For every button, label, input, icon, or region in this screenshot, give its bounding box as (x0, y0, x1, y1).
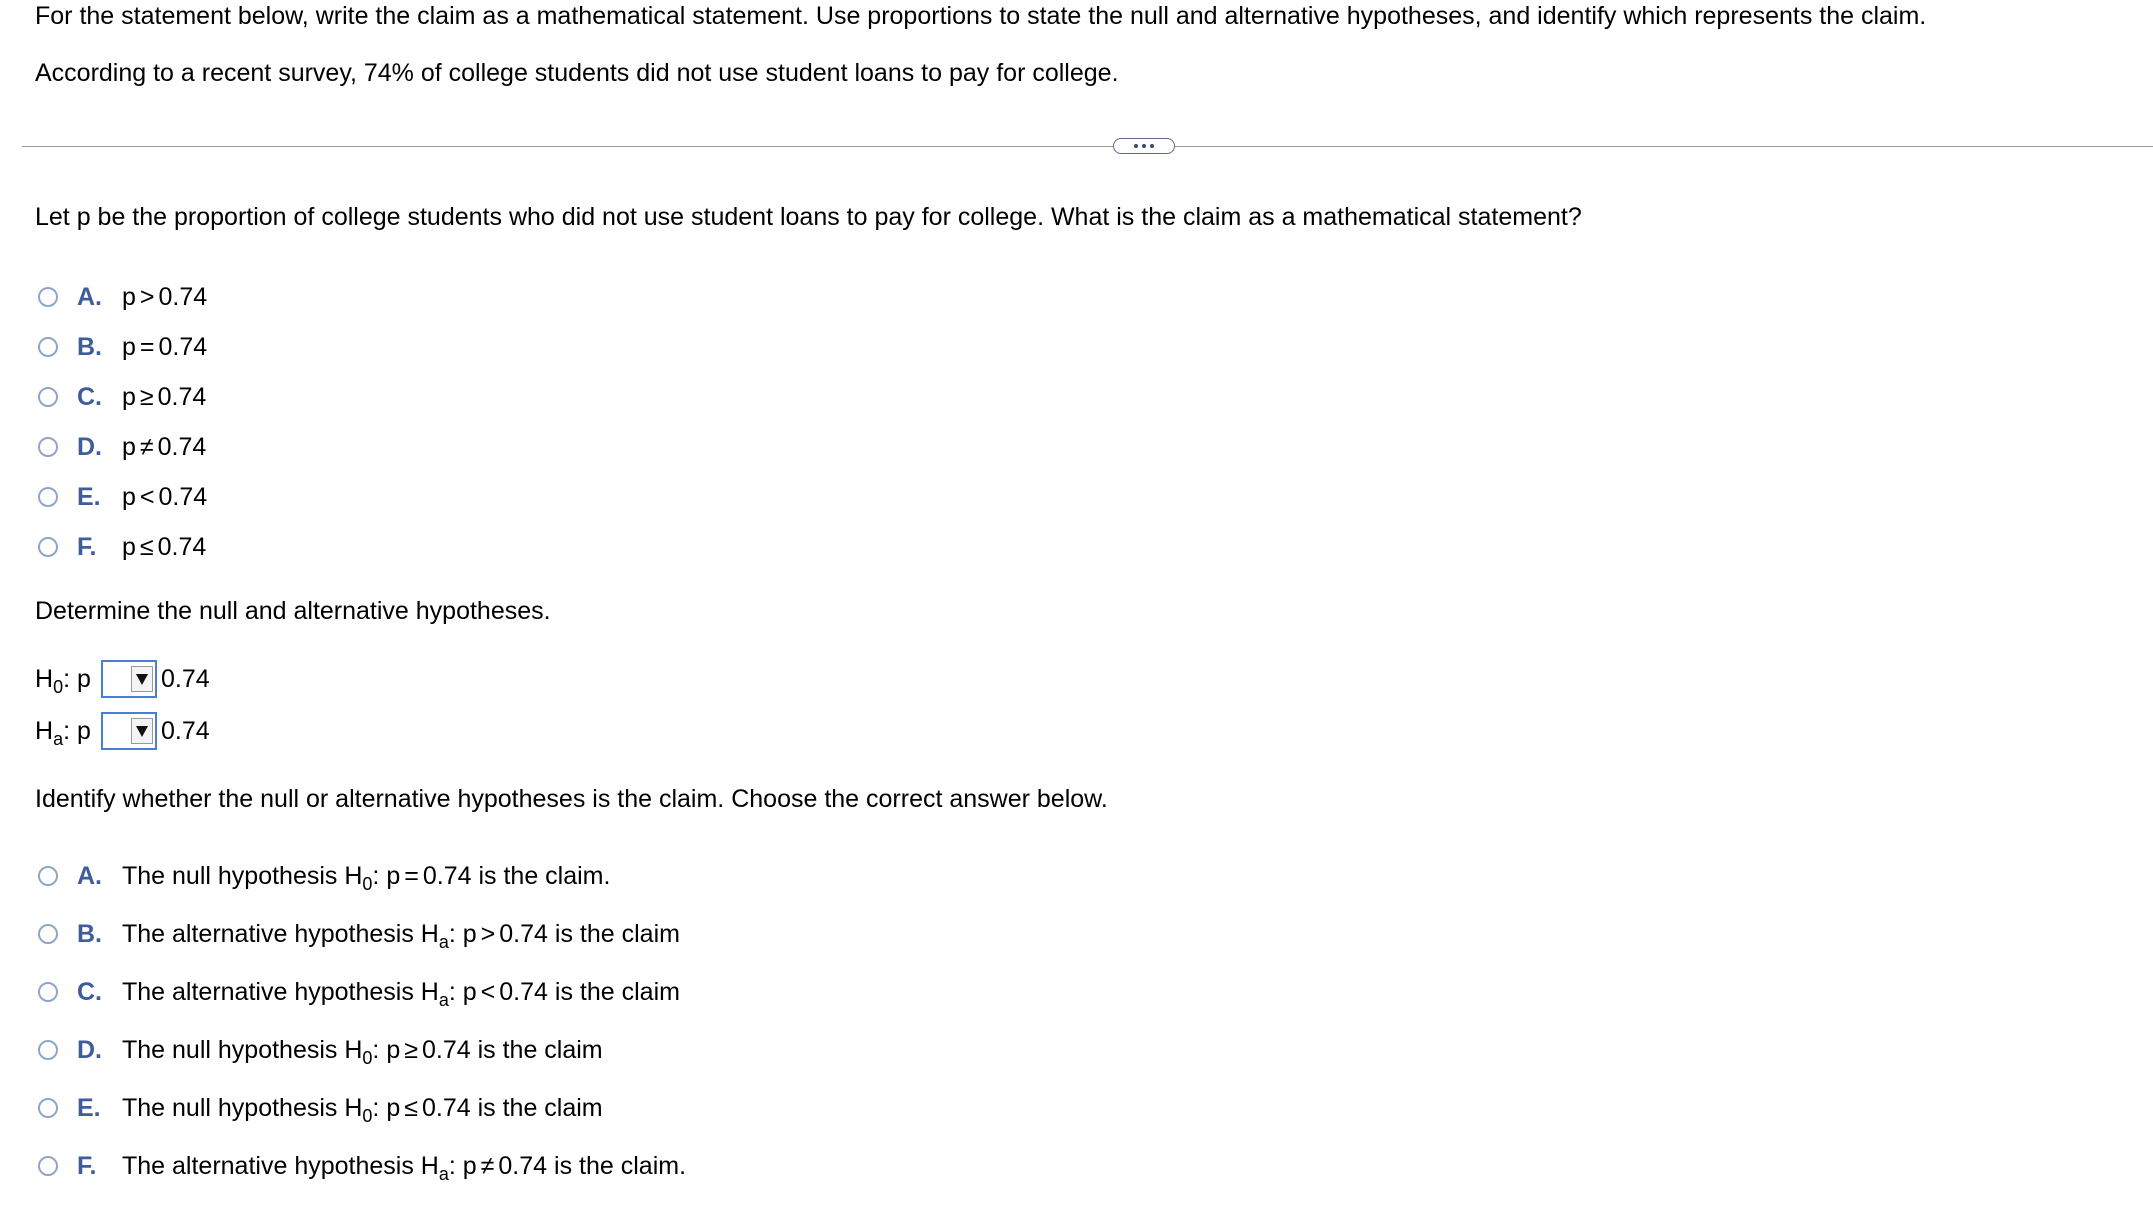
subscript: a (438, 931, 449, 952)
choice-letter: E. (77, 1093, 101, 1122)
choice-post: is the claim. (554, 1151, 687, 1180)
q1-choice-f[interactable] (38, 530, 206, 564)
subscript: 0 (362, 873, 373, 894)
radio-unselected-icon[interactable] (38, 287, 58, 307)
choice-pre: The null hypothesis H (122, 1093, 363, 1122)
operator: ≠ (139, 432, 154, 461)
colon: : (372, 1093, 380, 1122)
choice-text (122, 1151, 687, 1184)
variable: p (122, 532, 136, 561)
choice-pre: The null hypothesis H (122, 1035, 363, 1064)
operator: > (139, 282, 155, 311)
colon: : (372, 1035, 380, 1064)
value: 0.74 (499, 977, 548, 1006)
value: 0.74 (499, 919, 548, 948)
operator: > (480, 919, 496, 948)
alt-operator-dropdown[interactable] (101, 712, 157, 750)
operator: = (139, 332, 155, 361)
choice-letter: E. (77, 482, 101, 511)
choice-pre: The null hypothesis H (122, 861, 363, 890)
choice-post: is the claim (477, 1093, 603, 1122)
instructions-text: For the statement below, write the claim as a mathematical statement. Use proportions to state the null and alternative hypotheses, and identify which represents the claim. (35, 2, 1927, 30)
variable: p (386, 861, 401, 890)
triangle-down-icon (131, 666, 153, 692)
operator: ≤ (139, 532, 154, 561)
value: 0.74 (158, 482, 208, 511)
choice-letter: B. (77, 332, 102, 361)
h-symbol: H (35, 664, 54, 693)
colon: : (448, 977, 456, 1006)
divider (22, 146, 2153, 147)
value: 0.74 (157, 432, 207, 461)
subscript: a (438, 989, 449, 1010)
q1-choice-d[interactable] (38, 430, 206, 464)
q3-choice-c[interactable] (38, 975, 680, 1009)
operator: ≥ (404, 1035, 418, 1064)
variable: p (386, 1035, 401, 1064)
more-dots-icon (1134, 144, 1138, 148)
choice-text (122, 919, 680, 952)
h-symbol: H (35, 716, 54, 745)
null-hypothesis-label (35, 664, 101, 697)
variable: p (122, 332, 136, 361)
choice-post: is the claim (477, 1035, 603, 1064)
subscript: a (53, 728, 64, 749)
choice-pre: The alternative hypothesis H (122, 1151, 439, 1180)
value: 0.74 (498, 1151, 548, 1180)
choice-text (122, 333, 207, 362)
q1-choice-e[interactable] (38, 480, 207, 514)
more-dots-icon (1150, 144, 1154, 148)
alt-hypothesis-row (35, 711, 210, 751)
choice-pre: The alternative hypothesis H (122, 977, 439, 1006)
value: 0.74 (157, 382, 207, 411)
variable: p (122, 482, 136, 511)
value: 0.74 (422, 861, 472, 890)
q3-choice-b[interactable] (38, 917, 680, 951)
operator: ≥ (139, 382, 154, 411)
choice-text (122, 383, 206, 412)
q3-choice-e[interactable] (38, 1091, 603, 1125)
choice-pre: The alternative hypothesis H (122, 919, 439, 948)
value: 0.74 (158, 282, 208, 311)
choice-letter: F. (77, 1151, 97, 1180)
choice-letter: A. (77, 861, 102, 890)
choice-text (122, 533, 206, 562)
variable: p (386, 1093, 401, 1122)
value: 0.74 (158, 332, 208, 361)
radio-unselected-icon[interactable] (38, 1098, 58, 1118)
radio-unselected-icon[interactable] (38, 437, 58, 457)
value: 0.74 (157, 532, 207, 561)
radio-unselected-icon[interactable] (38, 387, 58, 407)
choice-text (122, 977, 680, 1010)
choice-letter: C. (77, 977, 102, 1006)
colon: : (448, 1151, 456, 1180)
variable: p (462, 977, 477, 1006)
choice-letter: D. (77, 1035, 102, 1064)
more-dots-icon (1142, 144, 1146, 148)
radio-unselected-icon[interactable] (38, 1156, 58, 1176)
operator: < (139, 482, 155, 511)
expand-button[interactable] (1113, 138, 1175, 154)
null-value: 0.74 (161, 664, 210, 693)
subscript: 0 (362, 1047, 373, 1068)
operator: ≠ (480, 1151, 495, 1180)
subscript: a (438, 1163, 449, 1184)
label-rest: : p (63, 716, 91, 745)
question2-prompt: Determine the null and alternative hypotheses. (35, 597, 551, 625)
choice-text (122, 861, 611, 894)
choice-letter: B. (77, 919, 102, 948)
radio-unselected-icon[interactable] (38, 924, 58, 944)
radio-unselected-icon[interactable] (38, 866, 58, 886)
choice-text (122, 1093, 603, 1126)
q1-choice-b[interactable] (38, 330, 207, 364)
variable: p (122, 282, 136, 311)
subscript: 0 (362, 1105, 373, 1126)
radio-unselected-icon[interactable] (38, 337, 58, 357)
choice-text (122, 1035, 603, 1068)
q3-choice-a[interactable] (38, 859, 610, 893)
q3-choice-f[interactable] (38, 1149, 686, 1183)
variable: p (122, 432, 136, 461)
subscript: 0 (53, 676, 64, 697)
question1-prompt: Let p be the proportion of college students who did not use student loans to pay for college. What is the claim as a mathematical statement? (35, 203, 1582, 231)
value: 0.74 (421, 1093, 471, 1122)
alt-value: 0.74 (161, 716, 210, 745)
choice-text (122, 283, 207, 312)
radio-unselected-icon[interactable] (38, 982, 58, 1002)
operator: < (480, 977, 496, 1006)
choice-letter: D. (77, 432, 102, 461)
q3-choice-d[interactable] (38, 1033, 603, 1067)
question3-prompt: Identify whether the null or alternative hypotheses is the claim. Choose the correct answer below. (35, 785, 1108, 813)
radio-unselected-icon[interactable] (38, 1040, 58, 1060)
choice-letter: A. (77, 282, 102, 311)
radio-unselected-icon[interactable] (38, 487, 58, 507)
label-rest: : p (63, 664, 91, 693)
variable: p (122, 382, 136, 411)
choice-post: is the claim. (478, 861, 611, 890)
operator: = (404, 861, 419, 890)
value: 0.74 (421, 1035, 471, 1064)
choice-post: is the claim (554, 919, 680, 948)
problem-statement: According to a recent survey, 74% of college students did not use student loans to pay for college. (35, 59, 1119, 87)
radio-unselected-icon[interactable] (38, 537, 58, 557)
operator: ≤ (404, 1093, 418, 1122)
triangle-down-icon (131, 718, 153, 744)
choice-text (122, 483, 207, 512)
choice-post: is the claim (554, 977, 680, 1006)
null-operator-dropdown[interactable] (101, 660, 157, 698)
colon: : (372, 861, 380, 890)
choice-letter: C. (77, 382, 102, 411)
choice-text (122, 433, 206, 462)
alt-hypothesis-label (35, 716, 101, 749)
q1-choice-a[interactable] (38, 280, 207, 314)
null-hypothesis-row (35, 659, 210, 699)
choice-letter: F. (77, 532, 97, 561)
q1-choice-c[interactable] (38, 380, 206, 414)
variable: p (462, 919, 477, 948)
variable: p (462, 1151, 477, 1180)
colon: : (448, 919, 456, 948)
